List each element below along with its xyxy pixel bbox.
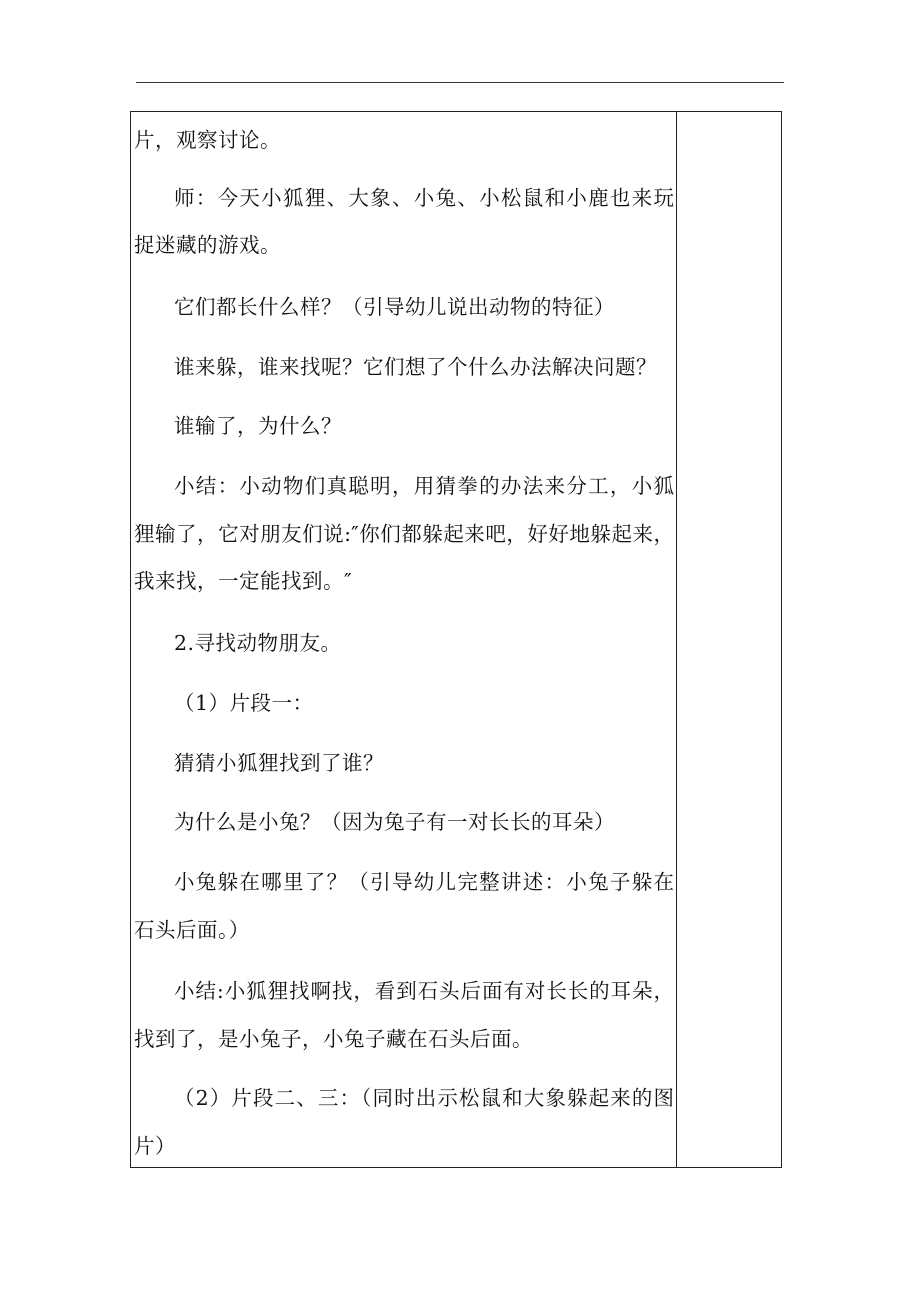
text-line: （1）片段一： bbox=[174, 691, 314, 715]
text-line: 片） bbox=[134, 1134, 176, 1158]
text-line: （2）片段二、三：（同时出示松鼠和大象躲起来的图 bbox=[174, 1086, 674, 1110]
text-line: 师：今天小狐狸、大象、小兔、小松鼠和小鹿也来玩 bbox=[174, 186, 674, 210]
text-line: 狸输了，它对朋友们说:″你们都躲起来吧，好好地躲起来， bbox=[134, 522, 674, 546]
lesson-table bbox=[130, 111, 782, 1168]
text-line: 猜猜小狐狸找到了谁？ bbox=[174, 751, 384, 775]
text-line: 捉迷藏的游戏。 bbox=[134, 233, 281, 257]
text-line: 小结:小狐狸找啊找，看到石头后面有对长长的耳朵， bbox=[174, 979, 674, 1003]
text-line: 为什么是小兔？（因为兔子有一对长长的耳朵） bbox=[174, 810, 615, 834]
text-line: 2.寻找动物朋友。 bbox=[174, 631, 342, 655]
notes-cell bbox=[677, 112, 781, 1167]
text-line: 石头后面。） bbox=[134, 918, 250, 942]
text-line: 小兔躲在哪里了？（引导幼儿完整讲述：小兔子躲在 bbox=[174, 870, 674, 894]
text-line: 我来找，一定能找到。″ bbox=[134, 569, 353, 593]
text-line: 谁来躲，谁来找呢？它们想了个什么办法解决问题？ bbox=[174, 355, 657, 379]
header-rule bbox=[136, 82, 784, 83]
text-line: 找到了，是小兔子，小兔子藏在石头后面。 bbox=[134, 1027, 533, 1051]
text-line: 小结：小动物们真聪明，用猜拳的办法来分工，小狐 bbox=[174, 474, 674, 498]
text-line: 片，观察讨论。 bbox=[134, 128, 281, 152]
lesson-content-cell bbox=[131, 112, 676, 1167]
text-line: 它们都长什么样？（引导幼儿说出动物的特征） bbox=[174, 295, 615, 319]
text-line: 谁输了，为什么？ bbox=[174, 414, 342, 438]
